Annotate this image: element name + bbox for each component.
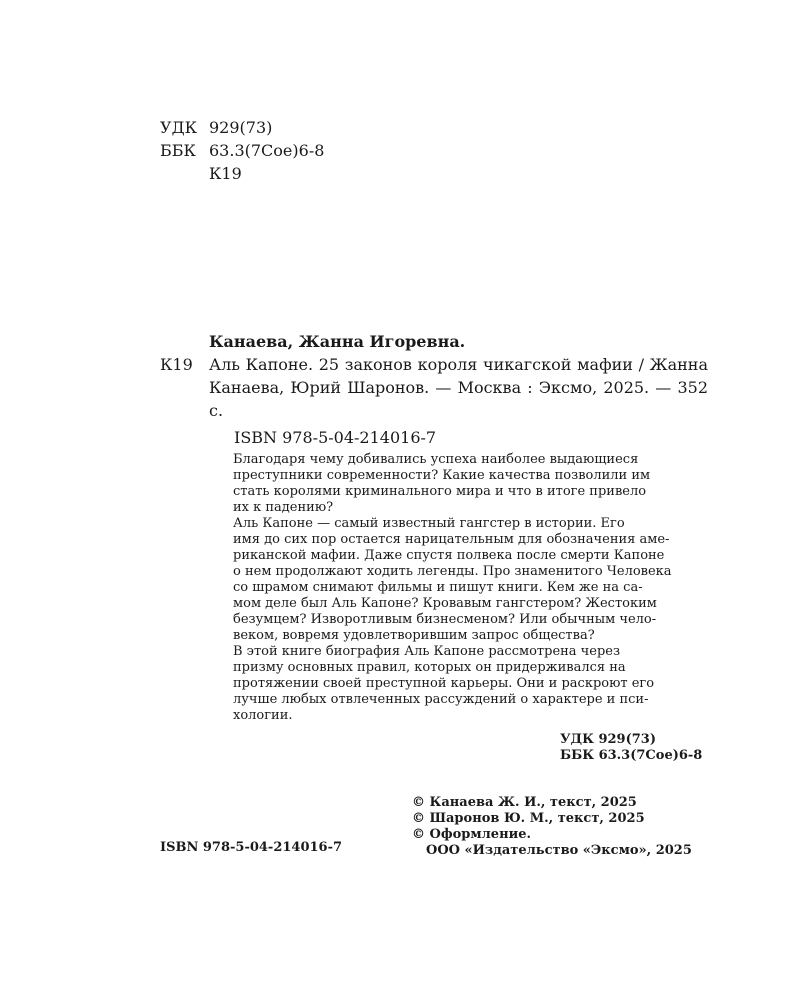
copyright-author-1: © Канаева Ж. И., текст, 2025: [412, 795, 637, 810]
entry-author: Канаева, Жанна Игоревна.: [209, 332, 466, 351]
annotation-line: лучше любых отвлеченных рассуждений о характере и пси-: [233, 692, 649, 707]
entry-mark: К19: [160, 355, 193, 374]
entry-isbn: ISBN 978-5-04-214016-7: [234, 428, 437, 447]
annotation-line: безумцем? Изворотливым бизнесменом? Или обычным чело-: [233, 612, 657, 627]
annotation-line: Аль Капоне — самый известный гангстер в истории. Его: [233, 516, 625, 531]
annotation-line: имя до сих пор остается нарицательным для обозначения аме-: [233, 532, 670, 547]
udk-value: 929(73): [209, 118, 273, 137]
annotation: [233, 452, 708, 724]
copyright-author-2: © Шаронов Ю. М., текст, 2025: [412, 811, 645, 826]
bibliographic-entry: [160, 330, 708, 449]
bottom-classification-codes: [560, 732, 702, 764]
annotation-line: В этой книге биография Аль Капоне рассмотрена через: [233, 644, 621, 659]
bbk-row: [160, 139, 324, 162]
copyright-design: © Оформление.: [412, 827, 532, 842]
annotation-line: их к падению?: [233, 500, 334, 515]
annotation-line: со шрамом снимают фильмы и пишут книги. Кем же на са-: [233, 580, 643, 595]
annotation-line: Благодаря чему добивались успеха наиболее выдающиеся: [233, 452, 639, 467]
entry-title: Аль Капоне. 25 законов короля чикагской мафии / Жанна Канаева, Юрий Шаронов. — Москва : Эксмо, 2025. — 352 с.: [209, 355, 708, 420]
annotation-line: хологии.: [233, 708, 293, 723]
annotation-line: о нем продолжают ходить легенды. Про знаменитого Человека: [233, 564, 672, 579]
bbk-label: ББК: [160, 141, 196, 160]
classification-codes: [160, 116, 324, 185]
annotation-line: призму основных правил, которых он придерживался на: [233, 660, 626, 675]
udk-row: [160, 116, 324, 139]
annotation-line: протяжении своей преступной карьеры. Они и раскроют его: [233, 676, 655, 691]
bottom-udk: УДК 929(73): [560, 732, 656, 747]
bbk-value: 63.3(7Сое)6-8: [209, 141, 325, 160]
annotation-line: стать королями криминального мира и что в итоге привело: [233, 484, 647, 499]
annotation-line: риканской мафии. Даже спустя полвека после смерти Капоне: [233, 548, 665, 563]
annotation-line: мом деле был Аль Капоне? Кровавым гангстером? Жестоким: [233, 596, 657, 611]
udk-label: УДК: [160, 118, 197, 137]
bottom-isbn: ISBN 978-5-04-214016-7: [160, 840, 343, 855]
annotation-line: веком, вовремя удовлетворившим запрос общества?: [233, 628, 595, 643]
bottom-bbk: ББК 63.3(7Сое)6-8: [560, 748, 703, 763]
annotation-line: преступники современности? Какие качества позволили им: [233, 468, 651, 483]
entry-title-row: [160, 353, 708, 422]
copyright-block: [412, 795, 692, 859]
copyright-publisher: ООО «Издательство «Эксмо», 2025: [426, 843, 692, 858]
author-mark: К19: [209, 164, 242, 183]
